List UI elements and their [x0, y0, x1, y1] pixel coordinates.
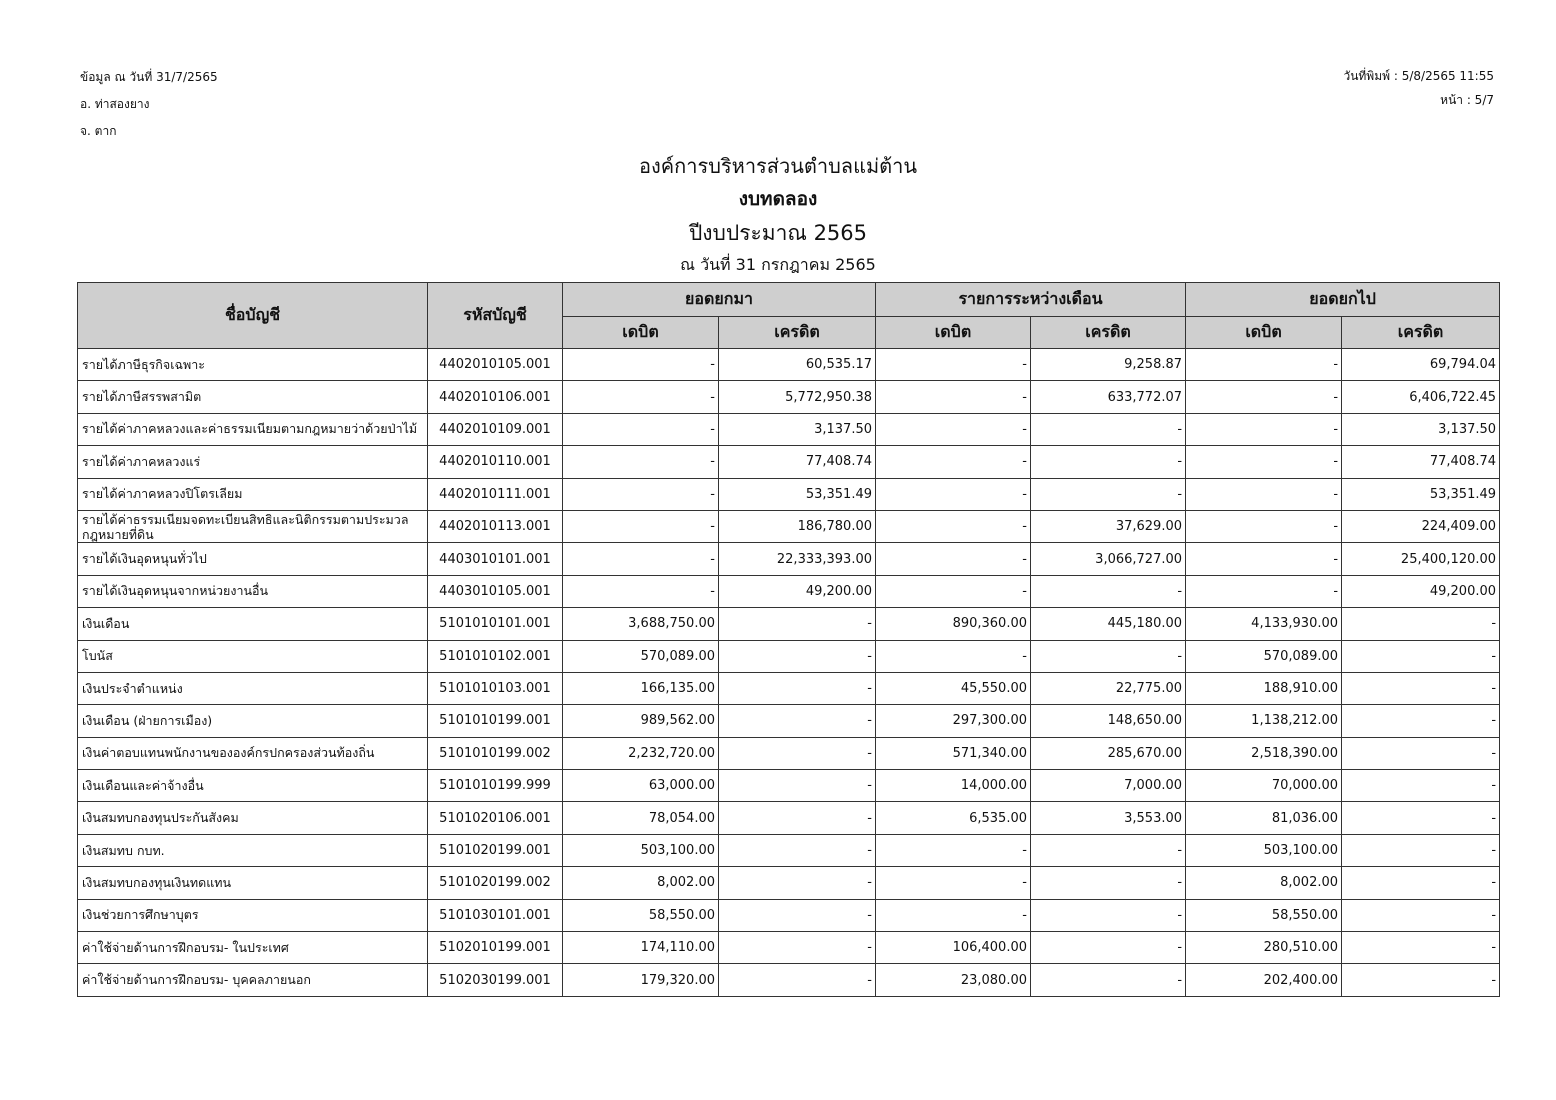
carried-debit: 2,518,390.00: [1186, 737, 1342, 769]
carried-credit: -: [1342, 770, 1500, 802]
brought-credit: 5,772,950.38: [719, 381, 876, 413]
account-code: 4402010111.001: [428, 478, 563, 510]
account-name: เงินเดือน (ฝ่ายการเมือง): [78, 705, 428, 737]
brought-credit: -: [719, 834, 876, 866]
during-debit: -: [876, 899, 1031, 931]
brought-debit: 2,232,720.00: [563, 737, 719, 769]
brought-debit: 570,089.00: [563, 640, 719, 672]
account-name: เงินสมทบกองทุนเงินทดแทน: [78, 867, 428, 899]
header-debit: เดบิต: [1186, 317, 1342, 349]
during-debit: 106,400.00: [876, 932, 1031, 964]
account-code: 4403010101.001: [428, 543, 563, 575]
district: อ. ท่าสองยาง: [80, 97, 150, 111]
account-name: รายได้ภาษีสรรพสามิต: [78, 381, 428, 413]
trial-balance-table: [77, 282, 1500, 997]
carried-credit: 25,400,120.00: [1342, 543, 1500, 575]
brought-debit: 503,100.00: [563, 834, 719, 866]
table-row: [78, 672, 1500, 704]
brought-credit: 186,780.00: [719, 510, 876, 542]
header-debit: เดบิต: [876, 317, 1031, 349]
carried-debit: 202,400.00: [1186, 964, 1342, 996]
during-credit: -: [1031, 413, 1186, 445]
header-brought-forward: ยอดยกมา: [563, 283, 876, 317]
during-credit: 148,650.00: [1031, 705, 1186, 737]
account-name: รายได้เงินอุดหนุนทั่วไป: [78, 543, 428, 575]
account-code: 5101020199.001: [428, 834, 563, 866]
account-code: 4402010110.001: [428, 446, 563, 478]
account-code: 4402010105.001: [428, 349, 563, 381]
carried-debit: -: [1186, 349, 1342, 381]
header-credit: เครดิต: [719, 317, 876, 349]
province: จ. ตาก: [80, 124, 117, 138]
account-name: เงินสมทบกองทุนประกันสังคม: [78, 802, 428, 834]
header-carried-forward: ยอดยกไป: [1186, 283, 1500, 317]
brought-debit: 179,320.00: [563, 964, 719, 996]
carried-debit: 70,000.00: [1186, 770, 1342, 802]
brought-debit: 58,550.00: [563, 899, 719, 931]
table-row: [78, 381, 1500, 413]
during-debit: 45,550.00: [876, 672, 1031, 704]
carried-debit: -: [1186, 446, 1342, 478]
table-row: [78, 510, 1500, 542]
account-code: 5102030199.001: [428, 964, 563, 996]
carried-debit: -: [1186, 510, 1342, 542]
table-row: [78, 899, 1500, 931]
during-debit: 6,535.00: [876, 802, 1031, 834]
data-date: ข้อมูล ณ วันที่ 31/7/2565: [80, 70, 218, 84]
carried-debit: -: [1186, 413, 1342, 445]
report-titles: [0, 150, 1556, 280]
header-during-month: รายการระหว่างเดือน: [876, 283, 1186, 317]
carried-debit: 4,133,930.00: [1186, 608, 1342, 640]
table-row: [78, 575, 1500, 607]
brought-debit: -: [563, 381, 719, 413]
account-code: 5101010199.001: [428, 705, 563, 737]
account-name: เงินเดือนและค่าจ้างอื่น: [78, 770, 428, 802]
brought-debit: 8,002.00: [563, 867, 719, 899]
during-debit: 571,340.00: [876, 737, 1031, 769]
brought-credit: -: [719, 867, 876, 899]
brought-credit: -: [719, 932, 876, 964]
account-code: 5101010199.999: [428, 770, 563, 802]
carried-debit: 81,036.00: [1186, 802, 1342, 834]
account-name: รายได้ค่าภาคหลวงและค่าธรรมเนียมตามกฎหมายว่าด้วยป่าไม้: [78, 413, 428, 445]
carried-credit: -: [1342, 899, 1500, 931]
account-name: โบนัส: [78, 640, 428, 672]
during-credit: 3,066,727.00: [1031, 543, 1186, 575]
table-row: [78, 446, 1500, 478]
table-body: [78, 349, 1500, 997]
account-code: 4402010106.001: [428, 381, 563, 413]
carried-credit: 49,200.00: [1342, 575, 1500, 607]
brought-credit: -: [719, 737, 876, 769]
brought-credit: -: [719, 899, 876, 931]
report-title: งบทดลอง: [738, 188, 818, 210]
table-row: [78, 867, 1500, 899]
during-credit: 633,772.07: [1031, 381, 1186, 413]
carried-credit: -: [1342, 802, 1500, 834]
table-row: [78, 834, 1500, 866]
during-debit: 14,000.00: [876, 770, 1031, 802]
carried-credit: -: [1342, 964, 1500, 996]
brought-credit: -: [719, 640, 876, 672]
account-code: 4403010105.001: [428, 575, 563, 607]
during-credit: 285,670.00: [1031, 737, 1186, 769]
carried-credit: -: [1342, 672, 1500, 704]
carried-credit: 69,794.04: [1342, 349, 1500, 381]
account-code: 4402010113.001: [428, 510, 563, 542]
brought-debit: 3,688,750.00: [563, 608, 719, 640]
brought-debit: -: [563, 543, 719, 575]
account-name: รายได้ภาษีธุรกิจเฉพาะ: [78, 349, 428, 381]
account-name: ค่าใช้จ่ายด้านการฝึกอบรม- บุคคลภายนอก: [78, 964, 428, 996]
carried-credit: -: [1342, 640, 1500, 672]
as-of-date: ณ วันที่ 31 กรกฎาคม 2565: [680, 255, 876, 274]
carried-credit: 77,408.74: [1342, 446, 1500, 478]
during-credit: -: [1031, 932, 1186, 964]
table-row: [78, 737, 1500, 769]
during-credit: -: [1031, 867, 1186, 899]
brought-credit: -: [719, 672, 876, 704]
brought-credit: 49,200.00: [719, 575, 876, 607]
during-credit: 7,000.00: [1031, 770, 1186, 802]
carried-debit: -: [1186, 543, 1342, 575]
account-code: 5101010101.001: [428, 608, 563, 640]
account-name: เงินสมทบ กบท.: [78, 834, 428, 866]
table-row: [78, 478, 1500, 510]
during-credit: -: [1031, 964, 1186, 996]
brought-credit: 53,351.49: [719, 478, 876, 510]
account-code: 4402010109.001: [428, 413, 563, 445]
account-name: เงินค่าตอบแทนพนักงานขององค์กรปกครองส่วนท้องถิ่น: [78, 737, 428, 769]
carried-credit: -: [1342, 834, 1500, 866]
header-account-name: ชื่อบัญชี: [78, 283, 428, 349]
table-row: [78, 543, 1500, 575]
brought-credit: 77,408.74: [719, 446, 876, 478]
carried-credit: -: [1342, 867, 1500, 899]
carried-credit: 6,406,722.45: [1342, 381, 1500, 413]
carried-credit: 53,351.49: [1342, 478, 1500, 510]
fiscal-year: ปีงบประมาณ 2565: [688, 221, 868, 245]
brought-credit: -: [719, 705, 876, 737]
account-name: รายได้ค่าภาคหลวงปิโตรเลียม: [78, 478, 428, 510]
during-credit: -: [1031, 478, 1186, 510]
account-code: 5101020106.001: [428, 802, 563, 834]
brought-credit: 22,333,393.00: [719, 543, 876, 575]
account-name: เงินเดือน: [78, 608, 428, 640]
carried-debit: 280,510.00: [1186, 932, 1342, 964]
brought-credit: -: [719, 770, 876, 802]
carried-credit: 224,409.00: [1342, 510, 1500, 542]
brought-debit: 166,135.00: [563, 672, 719, 704]
carried-debit: -: [1186, 575, 1342, 607]
carried-credit: -: [1342, 932, 1500, 964]
brought-debit: -: [563, 575, 719, 607]
during-debit: -: [876, 834, 1031, 866]
carried-debit: 188,910.00: [1186, 672, 1342, 704]
account-name: รายได้ค่าภาคหลวงแร่: [78, 446, 428, 478]
header-credit: เครดิต: [1031, 317, 1186, 349]
during-debit: -: [876, 478, 1031, 510]
during-debit: -: [876, 575, 1031, 607]
header-debit: เดบิต: [563, 317, 719, 349]
brought-debit: 989,562.00: [563, 705, 719, 737]
report-meta-right: [1343, 64, 1494, 112]
carried-debit: -: [1186, 478, 1342, 510]
brought-debit: -: [563, 349, 719, 381]
brought-debit: -: [563, 478, 719, 510]
brought-debit: 78,054.00: [563, 802, 719, 834]
during-credit: -: [1031, 575, 1186, 607]
account-name: เงินช่วยการศึกษาบุตร: [78, 899, 428, 931]
account-code: 5101010102.001: [428, 640, 563, 672]
brought-credit: -: [719, 802, 876, 834]
during-debit: -: [876, 640, 1031, 672]
brought-credit: -: [719, 608, 876, 640]
carried-debit: 1,138,212.00: [1186, 705, 1342, 737]
brought-credit: 60,535.17: [719, 349, 876, 381]
carried-debit: 570,089.00: [1186, 640, 1342, 672]
table-row: [78, 608, 1500, 640]
during-debit: 890,360.00: [876, 608, 1031, 640]
account-code: 5101030101.001: [428, 899, 563, 931]
during-debit: -: [876, 510, 1031, 542]
carried-credit: -: [1342, 737, 1500, 769]
account-name: รายได้เงินอุดหนุนจากหน่วยงานอื่น: [78, 575, 428, 607]
brought-debit: -: [563, 510, 719, 542]
carried-credit: 3,137.50: [1342, 413, 1500, 445]
carried-debit: -: [1186, 381, 1342, 413]
account-code: 5101010103.001: [428, 672, 563, 704]
account-name: ค่าใช้จ่ายด้านการฝึกอบรม- ในประเทศ: [78, 932, 428, 964]
header-credit: เครดิต: [1342, 317, 1500, 349]
during-credit: 22,775.00: [1031, 672, 1186, 704]
during-debit: -: [876, 381, 1031, 413]
brought-debit: -: [563, 413, 719, 445]
account-name: รายได้ค่าธรรมเนียมจดทะเบียนสิทธิและนิติกรรมตามประมวลกฎหมายที่ดิน: [78, 510, 428, 542]
organization-name: องค์การบริหารส่วนตำบลแม่ต้าน: [638, 154, 918, 178]
account-name: เงินประจำตำแหน่ง: [78, 672, 428, 704]
table-row: [78, 413, 1500, 445]
during-debit: -: [876, 543, 1031, 575]
page-number: หน้า : 5/7: [1440, 93, 1494, 107]
account-code: 5101010199.002: [428, 737, 563, 769]
during-debit: -: [876, 446, 1031, 478]
brought-credit: -: [719, 964, 876, 996]
table-row: [78, 349, 1500, 381]
table-row: [78, 705, 1500, 737]
carried-credit: -: [1342, 608, 1500, 640]
report-meta-left: [80, 64, 218, 145]
carried-debit: 58,550.00: [1186, 899, 1342, 931]
during-credit: -: [1031, 446, 1186, 478]
header-account-code: รหัสบัญชี: [428, 283, 563, 349]
table-row: [78, 640, 1500, 672]
during-debit: 297,300.00: [876, 705, 1031, 737]
during-credit: -: [1031, 640, 1186, 672]
during-credit: -: [1031, 834, 1186, 866]
carried-credit: -: [1342, 705, 1500, 737]
brought-debit: 63,000.00: [563, 770, 719, 802]
during-credit: 445,180.00: [1031, 608, 1186, 640]
during-credit: 37,629.00: [1031, 510, 1186, 542]
carried-debit: 503,100.00: [1186, 834, 1342, 866]
table-row: [78, 770, 1500, 802]
account-code: 5102010199.001: [428, 932, 563, 964]
account-code: 5101020199.002: [428, 867, 563, 899]
during-debit: -: [876, 413, 1031, 445]
brought-debit: 174,110.00: [563, 932, 719, 964]
table-row: [78, 964, 1500, 996]
brought-debit: -: [563, 446, 719, 478]
during-credit: 3,553.00: [1031, 802, 1186, 834]
during-debit: 23,080.00: [876, 964, 1031, 996]
during-debit: -: [876, 867, 1031, 899]
during-credit: 9,258.87: [1031, 349, 1186, 381]
during-debit: -: [876, 349, 1031, 381]
table-row: [78, 802, 1500, 834]
brought-credit: 3,137.50: [719, 413, 876, 445]
print-date: วันที่พิมพ์ : 5/8/2565 11:55: [1343, 69, 1494, 83]
during-credit: -: [1031, 899, 1186, 931]
table-row: [78, 932, 1500, 964]
carried-debit: 8,002.00: [1186, 867, 1342, 899]
